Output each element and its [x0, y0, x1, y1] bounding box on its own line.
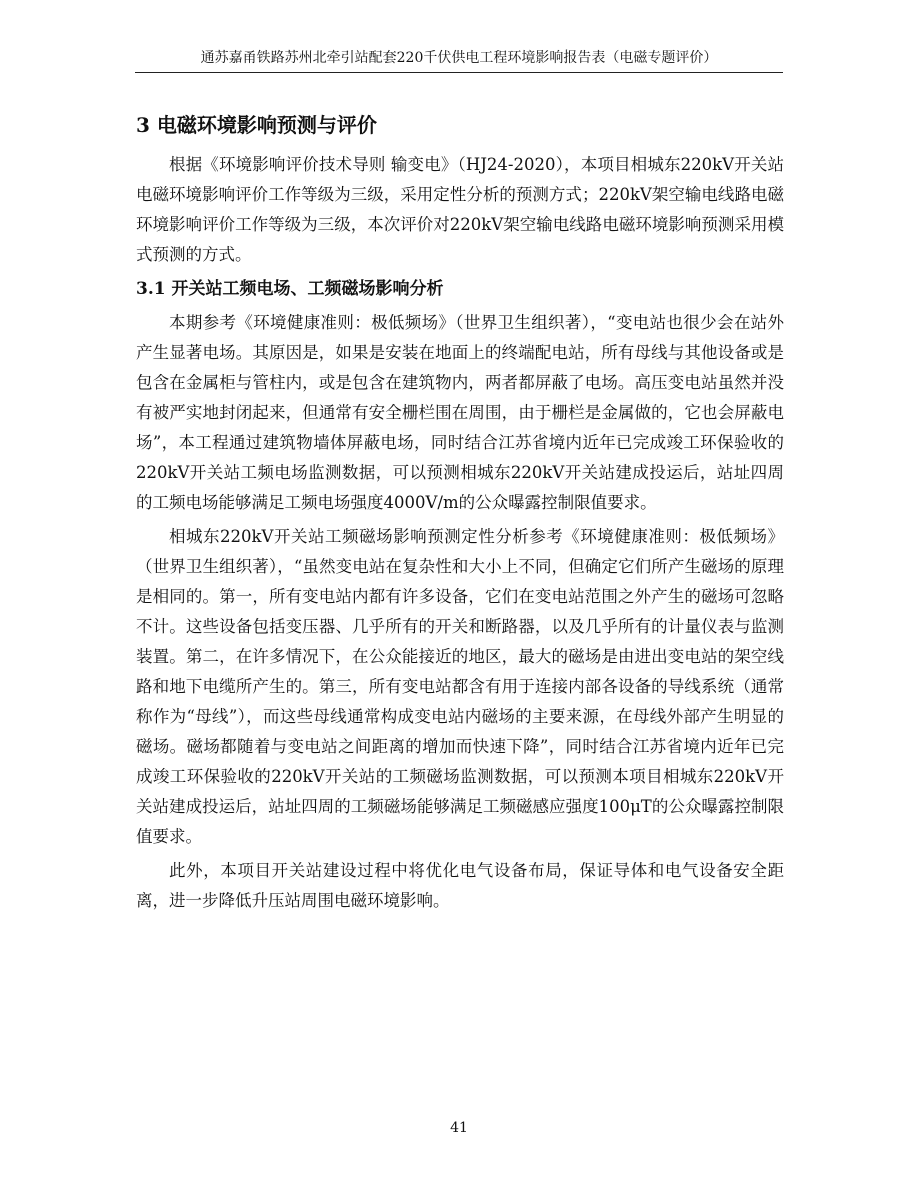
section-paragraph-mitigation: 此外，本项目开关站建设过程中将优化电气设备布局，保证导体和电气设备安全距离，进一步降低升压站周围电磁环境影响。	[136, 861, 784, 910]
chapter-heading: 3 电磁环境影响预测与评价	[136, 113, 377, 137]
chapter-intro-paragraph: 根据《环境影响评价技术导则 输变电》（HJ24-2020），本项目相城东220kV开关站电磁环境影响评价工作等级为三级，采用定性分析的预测方式；220kV架空输电线路电磁环境影响评价工作等级为三级，本次评价对220kV架空输电线路电磁环境影响预测采用模式预测的方式。	[136, 155, 784, 264]
section-heading: 3.1 开关站工频电场、工频磁场影响分析	[136, 279, 444, 299]
page-number: 41	[450, 1120, 468, 1136]
section-paragraph-magnetic-field: 相城东220kV开关站工频磁场影响预测定性分析参考《环境健康准则：极低频场》（世界卫生组织著），“虽然变电站在复杂性和大小上不同，但确定它们所产生磁场的原理是相同的。第一，所有变电站内都有许多设备，它们在变电站范围之外产生的磁场可忽略不计。这些设备包括变压器、几乎所有的开关和断路器，以及几乎所有的计量仪表与监测装置。第二，在许多情况下，在公众能接近的地区，最大的磁场是由进出变电站的架空线路和地下电缆所产生的。第三，所有变电站都含有用于连接内部各设备的导线系统（通常称作为“母线”），而这些母线通常构成变电站内磁场的主要来源，在母线外部产生明显的磁场。磁场都随着与变电站之间距离的增加而快速下降”，同时结合江苏省境内近年已完成竣工环保验收的220kV开关站的工频磁场监测数据，可以预测本项目相城东220kV开关站建成投运后，站址四周的工频磁场能够满足工频磁感应强度100μT的公众曝露控制限值要求。	[136, 527, 784, 846]
page-content	[136, 108, 784, 920]
running-header: 通苏嘉甬铁路苏州北牵引站配套220千伏供电工程环境影响报告表（电磁专题评价）	[135, 48, 783, 73]
section-paragraph-electric-field: 本期参考《环境健康准则：极低频场》（世界卫生组织著），“变电站也很少会在站外产生显著电场。其原因是，如果是安装在地面上的终端配电站，所有母线与其他设备或是包含在金属柜与管柱内，或是包含在建筑物内，两者都屏蔽了电场。高压变电站虽然并没有被严实地封闭起来，但通常有安全栅栏围在周围，由于栅栏是金属做的，它也会屏蔽电场”，本工程通过建筑物墙体屏蔽电场，同时结合江苏省境内近年已完成竣工环保验收的220kV开关站工频电场监测数据，可以预测相城东220kV开关站建成投运后，站址四周的工频电场能够满足工频电场强度4000V/m的公众曝露控制限值要求。	[136, 313, 784, 512]
